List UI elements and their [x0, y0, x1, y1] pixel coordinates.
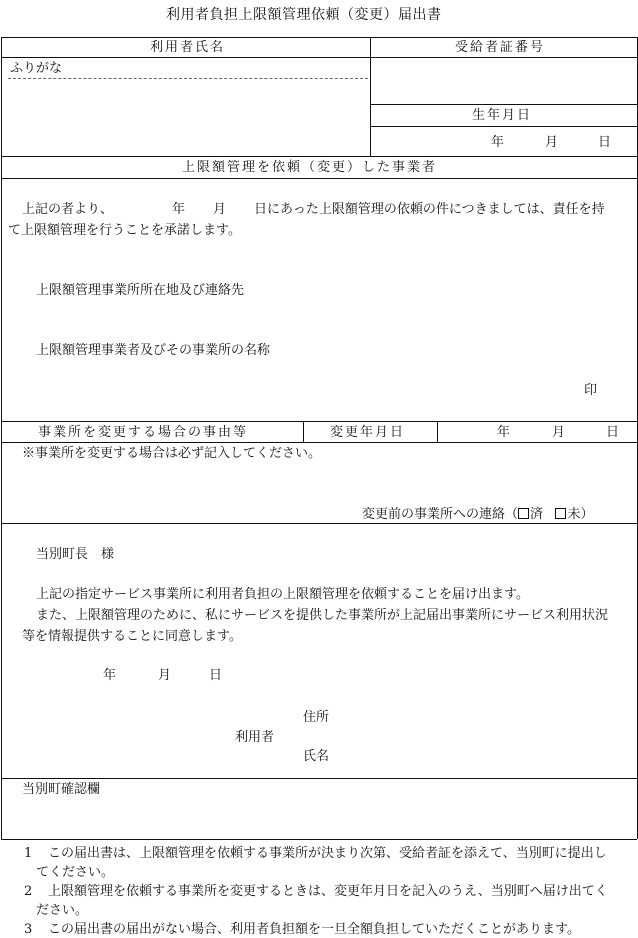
note-text: この届出書の届出がない場合、利用者負担額を一旦全額負担していただくことがあります。: [48, 922, 580, 937]
note-number: 1: [24, 846, 33, 861]
change-note: ※事業所を変更する場合は必ず記入してください。: [22, 446, 322, 461]
seal-mark: 印: [584, 383, 598, 398]
user-name-header: 利用者氏名: [150, 40, 226, 55]
prior-contact-row: [362, 506, 593, 523]
signature-name-label: 氏名: [303, 749, 330, 764]
declaration-month-label: 月: [158, 668, 172, 683]
furigana-label: ふりがな: [10, 61, 63, 76]
divider: [437, 421, 438, 442]
divider: [1, 57, 637, 58]
provider-name-label: 上限額管理事業者及びその事業所の名称: [36, 343, 271, 358]
page-title: 利用者負担上限額管理依頼（変更）届出書: [166, 7, 442, 23]
user-name-field[interactable]: [4, 82, 366, 154]
divider: [303, 421, 304, 442]
divider: [370, 104, 637, 105]
note-number: 3: [24, 922, 33, 937]
divider: [370, 37, 371, 156]
note-text: 上限額管理を依頼する事業所を変更するときは、変更年月日を記入のうえ、当別町へ届け出てく: [48, 884, 608, 899]
town-confirmation-label: 当別町確認欄: [22, 782, 101, 797]
note-number: 2: [24, 884, 33, 899]
consent-text: 日にあった上限額管理の依頼の件につきましては、責任を持: [254, 202, 605, 217]
consent-year-label: 年: [172, 202, 186, 217]
divider: [1, 178, 637, 179]
declaration-year-label: 年: [103, 668, 117, 683]
birth-day-label: 日: [598, 135, 612, 150]
note-text-cont: ださい。: [36, 903, 89, 918]
provider-address-label: 上限額管理事業所所在地及び連絡先: [36, 283, 245, 298]
divider: [1, 523, 637, 524]
birth-month-label: 月: [545, 135, 559, 150]
change-year-label: 年: [497, 425, 511, 440]
change-month-label: 月: [552, 425, 566, 440]
prior-contact-label: 変更前の事業所への連絡（: [362, 507, 519, 522]
not-done-checkbox[interactable]: [555, 508, 566, 519]
not-done-label: 未）: [567, 507, 594, 522]
change-day-label: 日: [606, 425, 620, 440]
user-label: 利用者: [235, 730, 275, 745]
recipient-number-header: 受給者証番号: [455, 40, 546, 55]
note-text-cont: てください。: [36, 865, 115, 880]
note-text: この届出書は、上限額管理を依頼する事業所が決まり次第、受給者証を添えて、当別町に提出し: [48, 846, 607, 861]
done-checkbox[interactable]: [518, 508, 529, 519]
provider-header: 上限額管理を依頼（変更）した事業者: [182, 160, 438, 175]
address-label: 住所: [303, 710, 330, 725]
table-left-border: [1, 37, 2, 839]
birthdate-header: 生年月日: [472, 108, 533, 123]
recipient-number-field[interactable]: [373, 60, 635, 102]
declaration-paragraph-2: また、上限額管理のために、私にサービスを提供した事業所が上記届出事業所にサービス利用状況: [36, 608, 609, 623]
addressee: 当別町長 様: [36, 547, 115, 562]
divider: [1, 778, 637, 779]
divider: [370, 126, 637, 127]
consent-month-label: 月: [213, 202, 227, 217]
divider: [1, 839, 637, 840]
done-label: 済: [530, 507, 544, 522]
declaration-paragraph-2-cont: 等を情報提供することに同意します。: [22, 629, 242, 644]
declaration-day-label: 日: [209, 668, 223, 683]
furigana-divider: [8, 78, 368, 79]
divider: [1, 421, 637, 422]
divider: [1, 37, 637, 38]
divider: [1, 442, 637, 443]
declaration-paragraph-1: 上記の指定サービス事業所に利用者負担の上限額管理を依頼することを届け出ます。: [36, 587, 529, 602]
change-reason-header: 事業所を変更する場合の事由等: [38, 425, 249, 440]
consent-text-line2: て上限額管理を行うことを承諾します。: [8, 223, 241, 238]
consent-prefix: 上記の者より、: [22, 202, 114, 217]
birth-year-label: 年: [491, 135, 505, 150]
change-date-header: 変更年月日: [330, 425, 406, 440]
divider: [1, 156, 637, 157]
